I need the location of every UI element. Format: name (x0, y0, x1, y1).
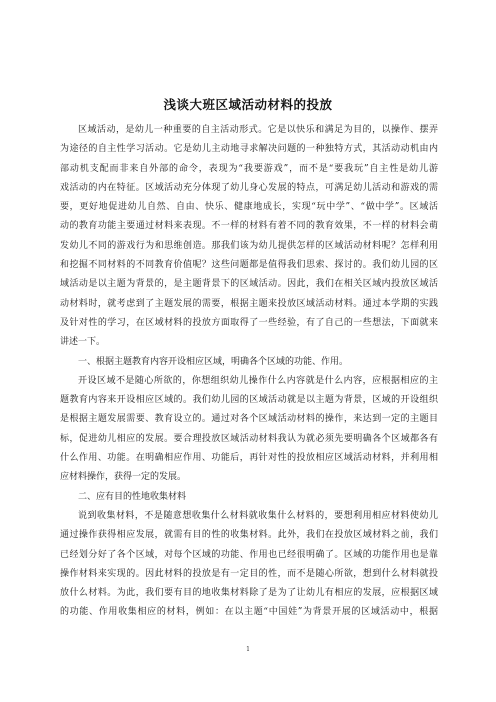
text-line: 二、应有目的性地收集材料 (78, 491, 187, 502)
text-line: 的功能、作用收集相应的材料，例如：在以主题“中国娃”为背景开展的区域活动中，根据 (60, 607, 438, 618)
text-line: 说到收集材料，不是随意想收集什么材料就收集什么材料的，要想利用相应材料使幼儿 (78, 510, 438, 521)
text-line: 及针对性的学习，在区域材料的投放方面取得了一些经验，有了自己的一些想法，下面就来 (60, 317, 438, 328)
document-body (60, 121, 438, 623)
text-line: 一、根据主题教育内容开设相应区域，明确各个区域的功能、作用。 (78, 356, 349, 367)
text-line: 是根据主题发展需要、教育设立的。通过对各个区域活动材料的操作，来达到一定的主题目 (60, 414, 438, 425)
text-line: 应材料操作，获得一定的发展。 (60, 472, 187, 483)
text-line: 什么作用、功能。在明确相应作用、功能后，再针对性的投放相应区域活动材料，并利用相 (60, 453, 438, 464)
text-line: 已经划分好了各个区域，对每个区域的功能、作用也已经很明确了。区域的功能作用也是靠 (60, 549, 438, 560)
text-line: 和挖掘不同材料的不同教育价值呢？这些问题都是值得我们思索、探讨的。我们幼儿园的区 (60, 260, 438, 271)
page-number: 1 (246, 646, 250, 653)
text-line: 开设区域不是随心所欲的，你想组织幼儿操作什么内容就是什么内容，应根据相应的主 (78, 375, 438, 386)
text-line: 要，更好地促进幼儿自然、自由、快乐、健康地成长，实现“玩中学”、“做中学”。区域活 (60, 202, 438, 213)
document-title: 浅谈大班区域活动材料的投放 (163, 97, 333, 112)
text-line: 发幼儿不同的游戏行为和思维创造。那我们该为幼儿提供怎样的区域活动材料呢？怎样利用 (60, 240, 438, 251)
text-line: 标，促进幼儿相应的发展。要合理投放区域活动材料我认为就必须先要明确各个区域都各有 (60, 433, 438, 444)
text-line: 戏活动的内在特征。区域活动充分体现了幼儿身心发展的特点，可满足幼儿活动和游戏的需 (60, 182, 438, 193)
text-line: 放什么材料。为此，我们要有目的地收集材料除了是为了让幼儿有相应的发展，应根据区域 (60, 588, 438, 599)
text-line: 区域活动，是幼儿一种重要的自主活动形式。它是以快乐和满足为目的，以操作、摆弄 (78, 125, 438, 135)
text-line: 域活动是以主题为背景的，是主题背景下的区域活动。因此，我们在相关区域内投放区域活 (60, 279, 438, 290)
text-line: 部动机支配而非来自外部的命令，表现为“我要游戏”，而不是“要我玩”自主性是幼儿游 (60, 163, 438, 174)
text-line: 通过操作获得相应发展，就需有目的性的收集材料。此外，我们在投放区域材料之前，我们 (60, 530, 438, 541)
text-line: 为途径的自主性学习活动。它是幼儿主动地寻求解决问题的一种独特方式，其活动动机由内 (60, 144, 438, 155)
text-line: 动的教育功能主要通过材料来表现。不一样的材料有着不同的教育效果，不一样的材料会萌 (60, 221, 438, 232)
text-line: 题教育内容来开设相应区域的。我们幼儿园的区域活动就是以主题为背景，区域的开设组织 (60, 395, 438, 406)
text-line: 讲述一下。 (60, 337, 106, 348)
text-line: 动材料时，就考虑到了主题发展的需要，根据主题来投放区域活动材料。通过本学期的实践 (60, 298, 438, 309)
text-line: 操作材料来实现的。因此材料的投放是有一定目的性，而不是随心所欲，想到什么材料就投 (60, 568, 438, 579)
